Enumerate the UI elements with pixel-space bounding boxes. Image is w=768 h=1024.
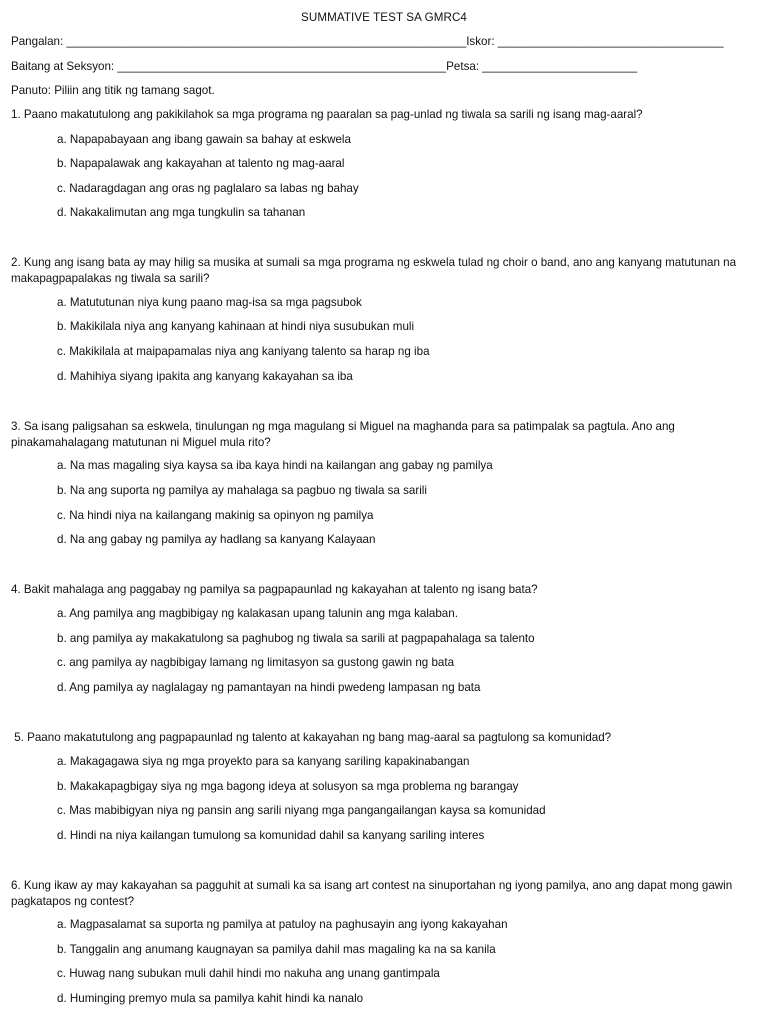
option-b: b. Napapalawak ang kakayahan at talento ng mag-aaral <box>57 157 345 170</box>
option-c: c. Huwag nang subukan muli dahil hindi mo nakuha ang unang gantimpala <box>57 967 440 980</box>
option-a: a. Napapabayaan ang ibang gawain sa bahay at eskwela <box>57 133 351 146</box>
option-a: a. Magpasalamat sa suporta ng pamilya at patuloy na paghusayin ang iyong kakayahan <box>57 918 508 931</box>
option-b: b. ang pamilya ay makakatulong sa paghubog ng tiwala sa sarili at pagpapahalaga sa talento <box>57 632 535 645</box>
question-text: 1. Paano makatutulong ang pakikilahok sa mga programa ng paaralan sa pag-unlad ng tiwala sa sarili ng isang mag-aaral? <box>11 108 643 121</box>
option-c: c. Nadaragdagan ang oras ng paglalaro sa labas ng bahay <box>57 182 359 195</box>
question-text: 3. Sa isang paligsahan sa eskwela, tinulungan ng mga magulang si Miguel na maghanda para sa patimpalak sa pagtula. Ano ang pinakamahalagang matutunan ni Miguel mula rito? <box>11 420 675 449</box>
option-c: c. Na hindi niya na kailangang makinig sa opinyon ng pamilya <box>57 509 374 522</box>
instructions: Panuto: Piliin ang titik ng tamang sagot. <box>11 84 215 97</box>
grade-section-date-line: Baitang at Seksyon: ___________________________________________________Petsa: ________________________ <box>11 60 638 73</box>
option-a: a. Makagagawa siya ng mga proyekto para sa kanyang sariling kapakinabangan <box>57 755 470 768</box>
option-d: d. Huminging premyo mula sa pamilya kahit hindi ka nanalo <box>57 992 364 1005</box>
option-c: c. Makikilala at maipapamalas niya ang kaniyang talento sa harap ng iba <box>57 345 430 358</box>
option-d: d. Nakakalimutan ang mga tungkulin sa tahanan <box>57 206 306 219</box>
test-title: SUMMATIVE TEST SA GMRC4 <box>301 11 467 24</box>
option-b: b. Tanggalin ang anumang kaugnayan sa pamilya dahil mas magaling ka na sa kanila <box>57 943 496 956</box>
option-c: c. ang pamilya ay nagbibigay lamang ng limitasyon sa gustong gawin ng bata <box>57 656 455 669</box>
option-c: c. Mas mabibigyan niya ng pansin ang sarili niyang mga pangangailangan kaysa sa komunidad <box>57 804 546 817</box>
name-score-line: Pangalan: ______________________________________________________________Iskor: ___________________________________ <box>11 35 724 48</box>
option-d: d. Ang pamilya ay naglalagay ng pamantayan na hindi pwedeng lampasan ng bata <box>57 681 481 694</box>
option-b: b. Makakapagbigay siya ng mga bagong ideya at solusyon sa mga problema ng barangay <box>57 780 519 793</box>
option-d: d. Na ang gabay ng pamilya ay hadlang sa kanyang Kalayaan <box>57 533 376 546</box>
option-d: d. Mahihiya siyang ipakita ang kanyang kakayahan sa iba <box>57 370 353 383</box>
question-text: 5. Paano makatutulong ang pagpapaunlad ng talento at kakayahan ng bang mag-aaral sa pagtulong sa komunidad? <box>11 731 612 744</box>
option-a: a. Ang pamilya ang magbibigay ng kalakasan upang talunin ang mga kalaban. <box>57 607 458 620</box>
question-text: 4. Bakit mahalaga ang paggabay ng pamilya sa pagpapaunlad ng kakayahan at talento ng isang bata? <box>11 583 538 596</box>
option-d: d. Hindi na niya kailangan tumulong sa komunidad dahil sa kanyang sariling interes <box>57 829 485 842</box>
option-a: a. Matututunan niya kung paano mag-isa sa mga pagsubok <box>57 296 362 309</box>
question-text: 6. Kung ikaw ay may kakayahan sa pagguhit at sumali ka sa isang art contest na sinuportahan ng iyong pamilya, ano ang dapat mong gawin pagkatapos ng contest? <box>11 879 733 908</box>
option-b: b. Na ang suporta ng pamilya ay mahalaga sa pagbuo ng tiwala sa sarili <box>57 484 427 497</box>
option-b: b. Makikilala niya ang kanyang kahinaan at hindi niya susubukan muli <box>57 320 415 333</box>
question-text: 2. Kung ang isang bata ay may hilig sa musika at sumali sa mga programa ng eskwela tulad ng choir o band, ano ang kanyang matutunan na makapagpapalakas ng tiwala sa sarili? <box>11 256 737 285</box>
option-a: a. Na mas magaling siya kaysa sa iba kaya hindi na kailangan ang gabay ng pamilya <box>57 459 493 472</box>
